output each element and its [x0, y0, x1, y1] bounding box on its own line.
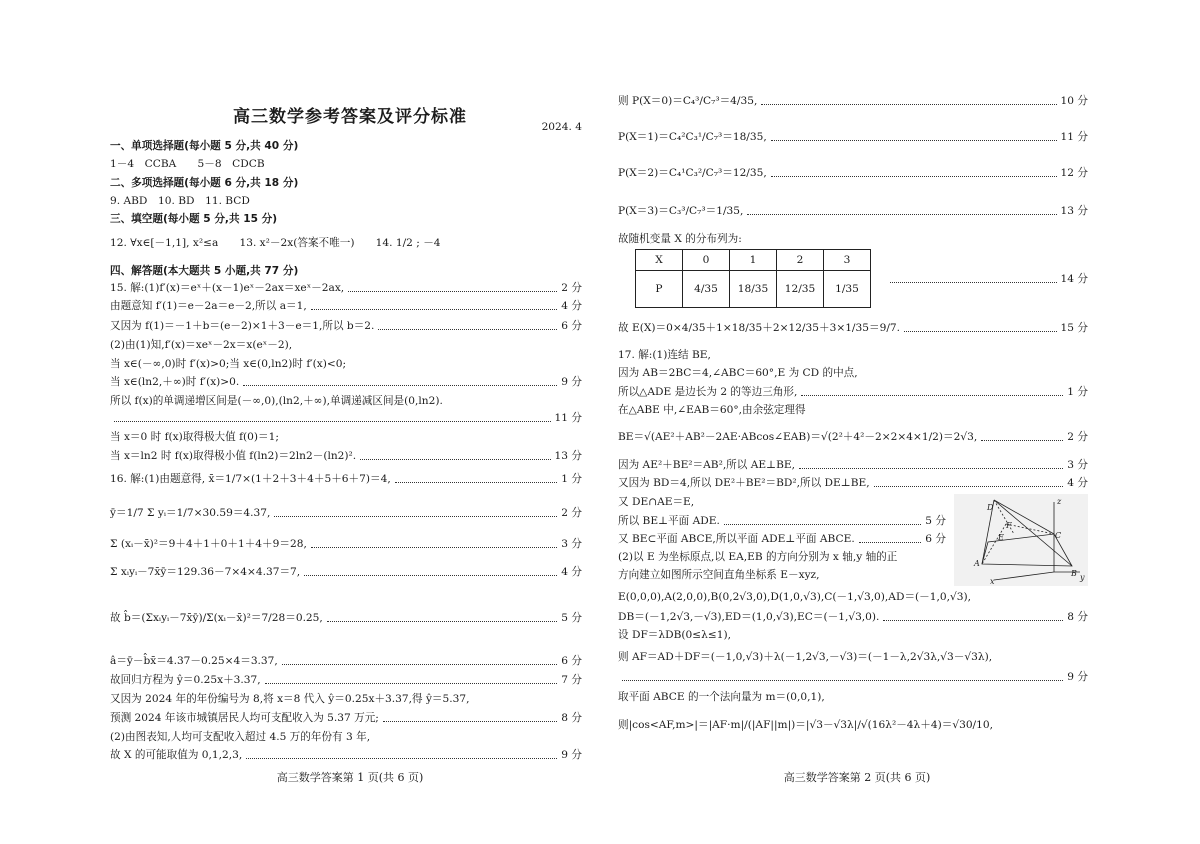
table-cell: 2	[777, 250, 824, 271]
page-footer-2: 高三数学答案第 2 页(共 6 页)	[783, 771, 931, 784]
answer-line	[110, 157, 582, 171]
score-label: 4 分	[561, 566, 582, 578]
answer-line	[618, 628, 1088, 642]
answer-line	[110, 430, 582, 444]
line-text: Σ xᵢyᵢ－7x̄ȳ＝129.36－7×4×4.37＝7,	[110, 566, 301, 578]
line-text: 故回归方程为 ŷ＝0.25x＋3.37,	[110, 674, 261, 686]
score-label: 1 分	[1067, 386, 1088, 398]
label-z: z	[1057, 497, 1062, 506]
line-text: 9. ABD 10. BD 11. BCD	[110, 195, 250, 207]
line-text: 则|cos<AF,m>|＝|AF·m|/(|AF||m|)＝|√3－√3λ|/√(16λ²－4λ＋4)＝√30/10,	[618, 719, 993, 731]
answer-line	[110, 711, 582, 725]
label-b: B	[1071, 569, 1077, 578]
answer-line	[110, 748, 582, 762]
answer-line	[110, 472, 582, 486]
score-label: 2 分	[1067, 431, 1088, 443]
score-label: 1 分	[561, 473, 582, 485]
table-cell: 12/35	[777, 271, 824, 308]
line-text: P(X＝3)＝C₃³/C₇³＝1/35,	[618, 205, 744, 217]
line-text: 二、多项选择题(每小题 6 分,共 18 分)	[110, 177, 299, 189]
answer-line	[618, 568, 946, 582]
answer-line	[618, 514, 946, 528]
answer-line	[618, 458, 1088, 472]
answer-line	[618, 590, 1088, 604]
answer-line	[110, 565, 582, 579]
line-text: 故 b̂＝(Σxᵢyᵢ－7x̄ȳ)/Σ(xᵢ－x̄)²＝7/28＝0.25,	[110, 612, 323, 624]
page-title: 高三数学参考答案及评分标准	[233, 107, 467, 127]
answer-line	[618, 385, 1088, 399]
answer-line	[110, 176, 582, 190]
label-d: D	[987, 503, 994, 512]
line-text: â＝ȳ－b̂x̄＝4.37－0.25×4＝3.37,	[110, 655, 278, 667]
table-row	[636, 271, 871, 308]
table-score-line	[886, 272, 1088, 286]
score-label: 13 分	[554, 450, 582, 462]
coordinate-figure	[954, 494, 1088, 586]
table-cell: 18/35	[730, 271, 777, 308]
answer-line	[618, 366, 1088, 380]
answer-line	[110, 264, 582, 278]
label-y: y	[1080, 573, 1085, 582]
answer-line	[618, 718, 1088, 732]
score-label: 8 分	[1067, 611, 1088, 623]
answer-line	[110, 299, 582, 313]
answer-line	[618, 670, 1088, 684]
label-e: E	[998, 533, 1004, 542]
line-text: 一、单项选择题(每小题 5 分,共 40 分)	[110, 140, 299, 152]
answer-line	[110, 654, 582, 668]
label-a: A	[974, 559, 980, 568]
answer-line	[618, 690, 1088, 704]
line-text: 又因为 f(1)＝－1＋b＝(e－2)×1＋3－e＝1,所以 b＝2.	[110, 320, 375, 332]
answer-line	[618, 348, 1088, 362]
table-cell: 3	[824, 250, 871, 271]
line-text: (2)由图表知,人均可支配收入超过 4.5 万的年份有 3 年,	[110, 731, 371, 743]
pyramid-diagram	[954, 494, 1088, 586]
line-text: ȳ＝1/7 Σ yᵢ＝1/7×30.59＝4.37,	[110, 507, 271, 519]
answer-line	[110, 506, 582, 520]
line-text: 当 x＝ln2 时 f(x)取得极小值 f(ln2)＝2ln2－(ln2)².	[110, 450, 357, 462]
score-label: 12 分	[1060, 167, 1088, 179]
answer-line	[618, 130, 1088, 144]
table-cell: X	[636, 250, 683, 271]
answer-line	[618, 204, 1088, 218]
line-text: 则 AF＝AD＋DF＝(－1,0,√3)＋λ(－1,2√3,－√3)＝(－1－λ,2√3λ,√3－√3λ),	[618, 651, 993, 663]
page-1	[110, 0, 590, 844]
table-cell: 1/35	[824, 271, 871, 308]
table-header-row	[636, 250, 871, 271]
line-text: 又 BE⊂平面 ABCE,所以平面 ADE⊥平面 ABCE.	[618, 533, 855, 545]
score-label: 9 分	[561, 749, 582, 761]
score-label: 10 分	[1060, 95, 1088, 107]
score-label: 8 分	[561, 712, 582, 724]
answer-line	[110, 537, 582, 551]
page-footer-1: 高三数学答案第 1 页(共 6 页)	[276, 771, 424, 784]
score-label: 4 分	[1067, 477, 1088, 489]
line-text: 又因为 2024 年的年份编号为 8,将 x＝8 代入 ŷ＝0.25x＋3.37,得 ŷ＝5.37,	[110, 693, 470, 705]
score-label: 14 分	[1060, 273, 1088, 285]
line-text: 16. 解:(1)由题意得, x̄＝1/7×(1＋2＋3＋4＋5＋6＋7)＝4,	[110, 473, 391, 485]
line-text: 所以 BE⊥平面 ADE.	[618, 515, 720, 527]
score-label: 5 分	[925, 515, 946, 527]
score-label: 2 分	[561, 507, 582, 519]
score-label: 6 分	[925, 533, 946, 545]
distribution-table	[635, 249, 871, 308]
answer-line	[110, 730, 582, 744]
answer-line	[110, 449, 582, 463]
answer-line	[110, 411, 582, 425]
answer-line	[110, 338, 582, 352]
table-cell: 1	[730, 250, 777, 271]
line-text: 当 x＝0 时 f(x)取得极大值 f(0)＝1;	[110, 431, 279, 443]
answer-line	[110, 319, 582, 333]
table-cell: 4/35	[683, 271, 730, 308]
answer-line	[618, 94, 1088, 108]
answer-line	[110, 194, 582, 208]
answer-line	[110, 692, 582, 706]
score-label: 5 分	[561, 612, 582, 624]
line-text: 因为 AB＝2BC＝4,∠ABC＝60°,E 为 CD 的中点,	[618, 367, 858, 379]
score-label: 3 分	[561, 538, 582, 550]
document-date: 2024. 4	[541, 121, 582, 133]
line-text: 在△ABE 中,∠EAB＝60°,由余弦定理得	[618, 404, 806, 416]
line-text: Σ (xᵢ－x̄)²＝9＋4＋1＋0＋1＋4＋9＝28,	[110, 538, 307, 550]
line-text: (2)由(1)知,f′(x)＝xeˣ－2x＝x(eˣ－2),	[110, 339, 293, 351]
answer-line	[618, 403, 1088, 417]
score-label: 6 分	[561, 320, 582, 332]
line-text: 由题意知 f′(1)＝e－2a＝e－2,所以 a＝1,	[110, 300, 307, 312]
line-text: 当 x∈(ln2,＋∞)时 f′(x)>0.	[110, 376, 240, 388]
line-text: 故 X 的可能取值为 0,1,2,3,	[110, 749, 243, 761]
line-text: 所以 f(x)的单调递增区间是(－∞,0),(ln2,＋∞),单调递减区间是(0,ln2).	[110, 395, 443, 407]
line-text: 15. 解:(1)f′(x)＝eˣ＋(x－1)eˣ－2ax＝xeˣ－2ax,	[110, 282, 345, 294]
answer-line	[110, 281, 582, 295]
answer-line	[110, 212, 582, 226]
answer-line	[110, 375, 582, 389]
page-2	[618, 0, 1096, 844]
label-x: x	[990, 577, 995, 586]
line-text: BE＝√(AE²＋AB²－2AE·ABcos∠EAB)＝√(2²＋4²－2×2×4×1/2)＝2√3,	[618, 431, 978, 443]
line-text: 当 x∈(－∞,0)时 f′(x)>0;当 x∈(0,ln2)时 f′(x)<0;	[110, 358, 347, 370]
answer-line	[618, 430, 1088, 444]
line-text: P(X＝1)＝C₄²C₃¹/C₇³＝18/35,	[618, 131, 767, 143]
line-text: (2)以 E 为坐标原点,以 EA,EB 的方向分别为 x 轴,y 轴的正	[618, 551, 898, 563]
line-text: 则 P(X＝0)＝C₄³/C₇³＝4/35,	[618, 95, 758, 107]
answer-line	[618, 550, 946, 564]
line-text: E(0,0,0),A(2,0,0),B(0,2√3,0),D(1,0,√3),C(－1,√3,0),AD＝(－1,0,√3),	[618, 591, 971, 603]
label-f: F	[1006, 521, 1012, 530]
line-text: DB＝(－1,2√3,－√3),ED＝(1,0,√3),EC＝(－1,√3,0).	[618, 611, 880, 623]
answer-line	[618, 532, 946, 546]
answer-line	[618, 476, 1088, 490]
answer-line	[618, 650, 1088, 664]
line-text: 17. 解:(1)连结 BE,	[618, 349, 711, 361]
label-c: C	[1055, 531, 1062, 540]
table-cell: 0	[683, 250, 730, 271]
line-text: 三、填空题(每小题 5 分,共 15 分)	[110, 213, 278, 225]
score-label: 2 分	[561, 282, 582, 294]
line-text: 所以△ADE 是边长为 2 的等边三角形,	[618, 386, 798, 398]
answer-line	[618, 321, 1088, 335]
answer-line	[110, 357, 582, 371]
line-text: 故 E(X)＝0×4/35＋1×18/35＋2×12/35＋3×1/35＝9/7.	[618, 322, 900, 334]
line-text: 四、解答题(本大题共 5 小题,共 77 分)	[110, 265, 299, 277]
answer-line	[110, 394, 582, 408]
table-cell: P	[636, 271, 683, 308]
line-text: 又因为 BD＝4,所以 DE²＋BE²＝BD²,所以 DE⊥BE,	[618, 477, 870, 489]
answer-line	[618, 232, 1088, 246]
line-text: 因为 AE²＋BE²＝AB²,所以 AE⊥BE,	[618, 459, 795, 471]
line-text: 1－4 CCBA 5－8 CDCB	[110, 158, 265, 170]
answer-line	[110, 611, 582, 625]
line-text: P(X＝2)＝C₄¹C₃²/C₇³＝12/35,	[618, 167, 767, 179]
score-label: 7 分	[561, 674, 582, 686]
line-text: 预测 2024 年该市城镇居民人均可支配收入为 5.37 万元;	[110, 712, 379, 724]
answer-line	[618, 495, 946, 509]
answer-line	[618, 610, 1088, 624]
answer-line	[110, 673, 582, 687]
score-label: 3 分	[1067, 459, 1088, 471]
score-label: 11 分	[554, 412, 582, 424]
line-text: 方向建立如图所示空间直角坐标系 E－xyz,	[618, 569, 820, 581]
line-text: 又 DE∩AE＝E,	[618, 496, 695, 508]
score-label: 6 分	[561, 655, 582, 667]
line-text: 故随机变量 X 的分布列为:	[618, 233, 742, 245]
line-text: 取平面 ABCE 的一个法向量为 m＝(0,0,1),	[618, 691, 825, 703]
answer-line	[110, 236, 582, 250]
score-label: 4 分	[561, 300, 582, 312]
score-label: 9 分	[561, 376, 582, 388]
score-label: 15 分	[1060, 322, 1088, 334]
score-label: 9 分	[1067, 671, 1088, 683]
score-label: 11 分	[1060, 131, 1088, 143]
line-text: 12. ∀x∈[－1,1], x²≤a 13. x²－2x(答案不唯一) 14. 1/2 ; －4	[110, 237, 441, 249]
answer-line	[110, 139, 582, 153]
line-text: 设 DF＝λDB(0≤λ≤1),	[618, 629, 731, 641]
answer-line	[618, 166, 1088, 180]
score-label: 13 分	[1060, 205, 1088, 217]
